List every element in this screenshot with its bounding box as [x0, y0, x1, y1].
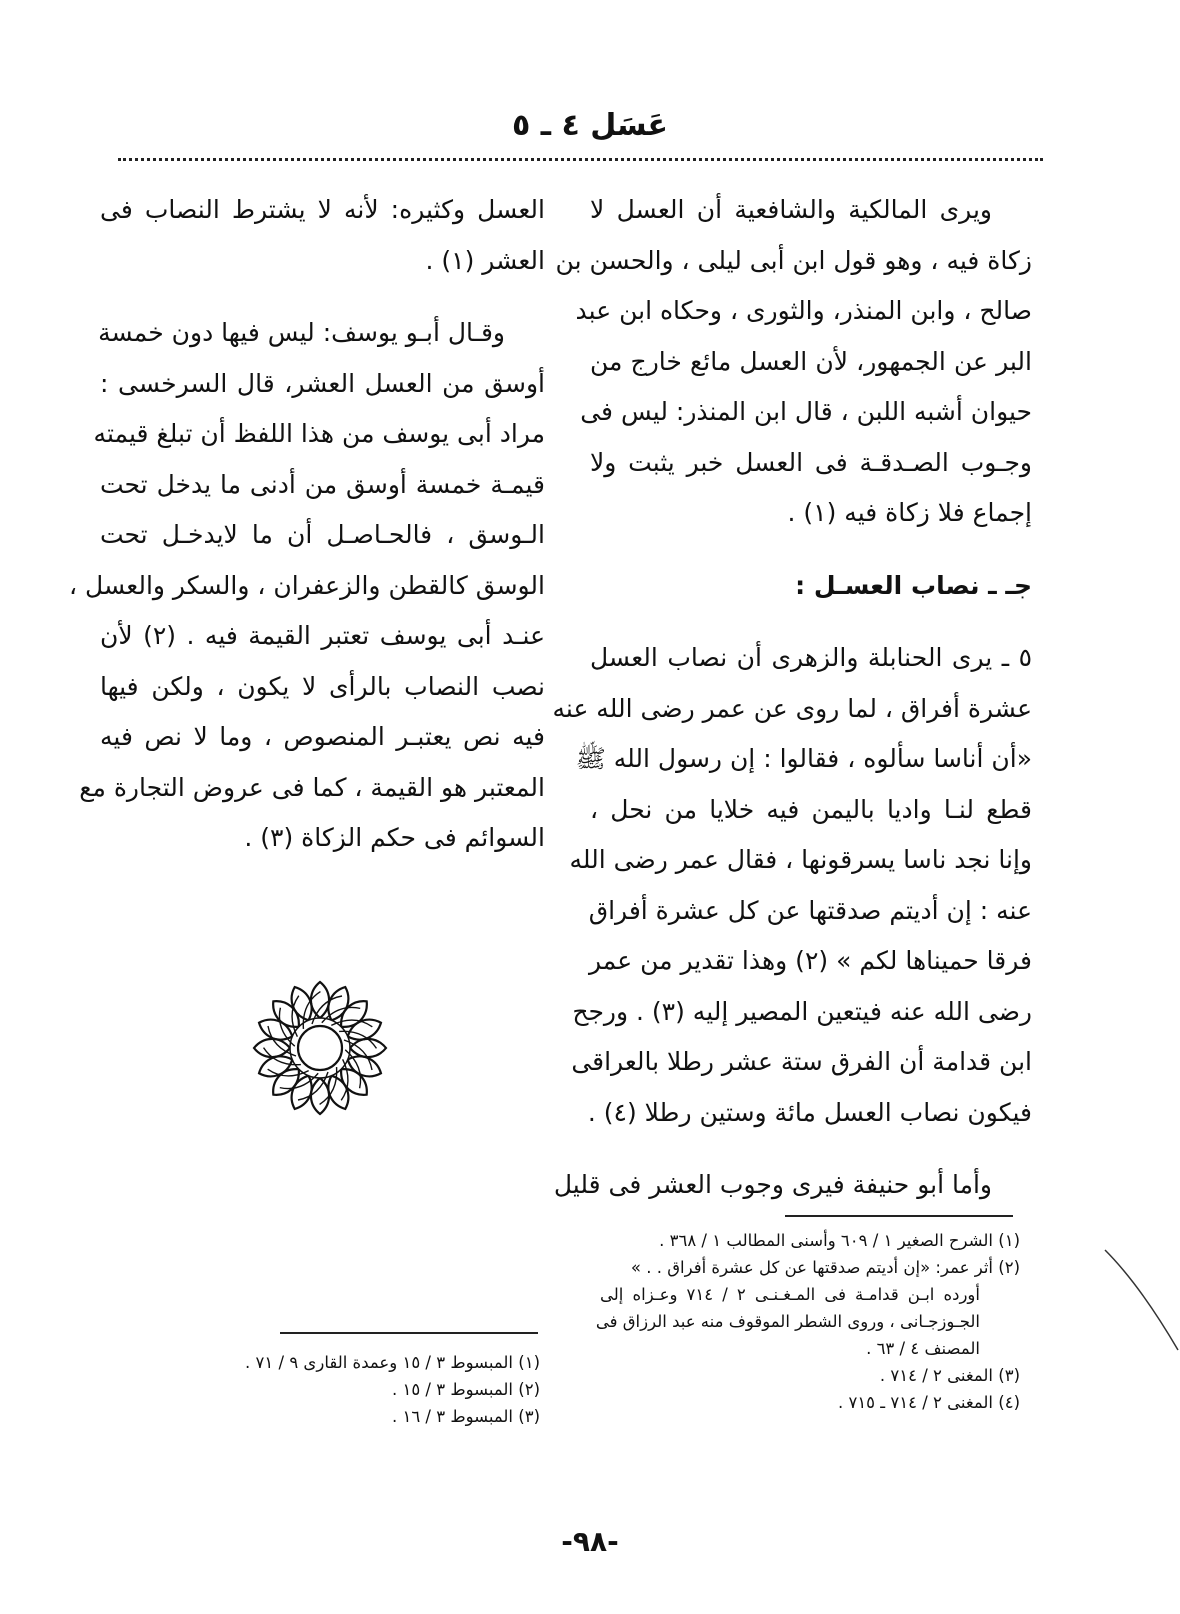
- paragraph-line: أوسق من العسل العشر، قال السرخسى :: [100, 368, 545, 398]
- paragraph-line: زكاة فيه ، وهو قول ابن أبى ليلى ، والحسن بن: [555, 245, 1032, 275]
- footnote: (٢) أثر عمر: «إن أديتم صدقتها عن كل عشرة أفراق . . »: [630, 1258, 1020, 1277]
- paragraph-line: نصب النصاب بالرأى لا يكون ، ولكن فيها: [100, 671, 545, 701]
- footnote-divider-left: [280, 1332, 538, 1334]
- paragraph-line: ٥ ـ يرى الحنابلة والزهرى أن نصاب العسل: [590, 643, 1032, 672]
- paragraph-line: وجـوب الصـدقـة فى العسل خبر يثبت ولا: [590, 447, 1032, 477]
- header-dotted-divider: [118, 158, 1043, 161]
- footnote: (١) الشرح الصغير ١ / ٦٠٩ وأسنى المطالب ١ / ٣٦٨ .: [659, 1231, 1020, 1250]
- paragraph-line: حيوان أشبه اللبن ، قال ابن المنذر: ليس فى: [580, 397, 1032, 426]
- rosette-ornament-icon: [250, 978, 390, 1118]
- paragraph-line: ابن قدامة أن الفرق ستة عشر رطلا بالعراقى: [571, 1047, 1032, 1076]
- footnote-divider-right: [785, 1215, 1013, 1217]
- left-column: [69, 185, 545, 864]
- paragraph-line: قيمـة خمسة أوسق من أدنى ما يدخل تحت: [100, 469, 545, 499]
- paragraph-line: المعتبر هو القيمة ، كما فى عروض التجارة مع: [79, 772, 545, 802]
- paragraph-line: السوائم فى حكم الزكاة (٣) .: [244, 823, 545, 852]
- paragraph-line: البر عن الجمهور، لأن العسل مائع خارج من: [590, 346, 1032, 376]
- footnote: (٢) المبسوط ٣ / ١٥ .: [391, 1380, 540, 1399]
- footnote: (٣) المبسوط ٣ / ١٦ .: [391, 1407, 540, 1426]
- paragraph-line: فرقا حميناها لكم » (٢) وهذا تقدير من عمر: [589, 946, 1032, 975]
- footnote: (١) المبسوط ٣ / ١٥ وعمدة القارى ٩ / ٧١ .: [245, 1353, 540, 1372]
- paragraph-line: عنه : إن أديتم صدقتها عن كل عشرة أفراق: [588, 895, 1032, 925]
- paragraph-line: مراد أبى يوسف من هذا اللفظ أن تبلغ قيمته: [93, 419, 545, 448]
- paragraph-line: الوسق كالقطن والزعفران ، والسكر والعسل ،: [69, 570, 545, 600]
- footnotes-right: [595, 1227, 1020, 1416]
- footnote-continuation: أورده ابـن قدامـة فى المـغـنـى ٢ / ٧١٤ وعـزاه إلى: [600, 1285, 980, 1304]
- page-number: -٩٨-: [561, 1525, 619, 1558]
- footnote: (٣) المغنى ٢ / ٧١٤ .: [879, 1366, 1020, 1385]
- paragraph-line: رضى الله عنه فيتعين المصير إليه (٣) . ورجح: [572, 996, 1032, 1026]
- paragraph-line: «أن أناسا سألوه ، فقالوا : إن رسول الله ﷺ: [575, 744, 1032, 773]
- footnote: (٤) المغنى ٢ / ٧١٤ ـ ٧١٥ .: [837, 1393, 1020, 1412]
- paragraph-line: قطع لنـا واديا باليمن فيه خلايا من نحل ،: [590, 794, 1032, 824]
- paragraph-line: العسل وكثيره: لأنه لا يشترط النصاب فى: [100, 195, 545, 224]
- paragraph-line: إجماع فلا زكاة فيه (١) .: [787, 498, 1032, 527]
- footnote-continuation: الجـوزجـانى ، وروى الشطر الموقوف منه عبد الرزاق فى: [595, 1312, 980, 1331]
- section-heading: جـ ـ نصاب العسـل :: [795, 570, 1032, 600]
- paragraph-line: عنـد أبى يوسف تعتبر القيمة فيه . (٢) لأن: [100, 621, 545, 650]
- right-column: [552, 185, 1032, 1211]
- paragraph-line: ويرى المالكية والشافعية أن العسل لا: [590, 195, 992, 224]
- paragraph-line: عشرة أفراق ، لما روى عن عمر رضى الله عنه: [552, 693, 1032, 723]
- paragraph-line: فيكون نصاب العسل مائة وستين رطلا (٤) .: [587, 1097, 1032, 1127]
- paragraph-line: وقـال أبـو يوسف: ليس فيها دون خمسة: [98, 318, 505, 347]
- paragraph-line: وإنا نجد ناسا يسرقونها ، فقال عمر رضى الله: [569, 845, 1032, 874]
- paragraph-line: الـوسق ، فالحـاصـل أن ما لايدخـل تحت: [100, 520, 545, 549]
- paragraph-line: العشر (١) .: [425, 245, 545, 275]
- paragraph-line: صالح ، وابن المنذر، والثورى ، وحكاه ابن عبد: [575, 296, 1032, 325]
- scan-mark: [1100, 1245, 1180, 1355]
- page-header-title: عَسَل ٤ ـ ٥: [511, 108, 669, 143]
- footnote-continuation: المصنف ٤ / ٦٣ .: [866, 1339, 980, 1358]
- footnotes-left: [120, 1349, 540, 1430]
- paragraph-line: فيه نص يعتبـر المنصوص ، وما لا نص فيه: [100, 722, 545, 751]
- paragraph-line: وأما أبو حنيفة فيرى وجوب العشر فى قليل: [553, 1170, 992, 1199]
